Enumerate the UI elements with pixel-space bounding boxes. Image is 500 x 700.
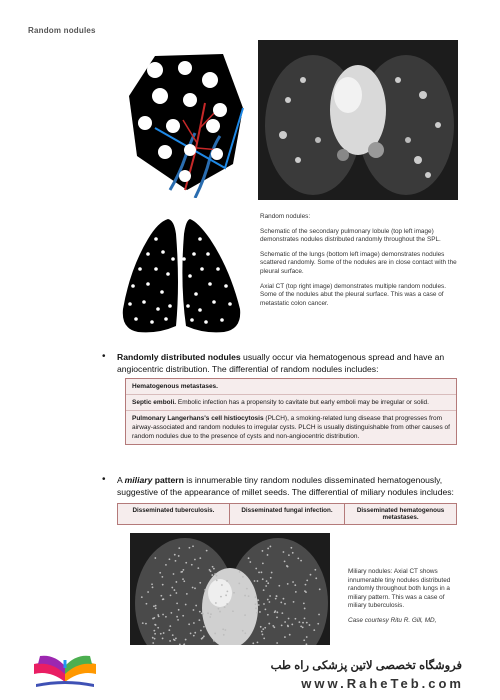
caption-paragraph-1: Schematic of the secondary pulmonary lobule (top left image) demonstrates nodules distributed randomly throughout the SPL. [260, 227, 441, 244]
miliary-speckle [226, 580, 228, 582]
miliary-speckle [303, 602, 305, 604]
miliary-speckle [256, 612, 258, 614]
caption-paragraph: Miliary nodules: Axial CT shows innumerable tiny nodules distributed randomly throughout both lungs in a miliary pattern. This was a case of miliary tuberculosis. [348, 568, 451, 610]
miliary-speckle [290, 547, 292, 549]
miliary-speckle [257, 599, 259, 601]
miliary-speckle [185, 604, 187, 606]
miliary-speckle [221, 584, 223, 586]
miliary-speckle [265, 608, 267, 610]
miliary-speckle [284, 560, 286, 562]
miliary-speckle [319, 588, 321, 590]
miliary-speckle [255, 596, 257, 598]
miliary-speckle [170, 595, 172, 597]
miliary-speckle [154, 557, 156, 559]
ct-random-nodules-image [258, 40, 458, 200]
miliary-speckle [284, 621, 286, 623]
miliary-speckle [233, 592, 235, 594]
miliary-speckle [220, 596, 222, 598]
miliary-speckle [182, 615, 184, 617]
miliary-speckle [257, 641, 259, 643]
miliary-speckle [178, 547, 180, 549]
differential-row [126, 395, 456, 411]
miliary-speckle [262, 563, 264, 565]
miliary-speckle [177, 619, 179, 621]
miliary-speckle [291, 624, 293, 626]
miliary-speckle [267, 599, 269, 601]
miliary-speckle [270, 577, 272, 579]
miliary-speckle [142, 622, 144, 624]
miliary-speckle [192, 587, 194, 589]
miliary-speckle [189, 547, 191, 549]
caption-paragraph-3: Axial CT (top right image) demonstrates multiple random nodules. Some of the nodules abut the pleural surface. This was a case of metastatic colon cancer. [260, 282, 447, 307]
random-nodules-differential-box [125, 378, 457, 445]
caption-miliary-nodules [348, 568, 460, 632]
miliary-speckle [300, 625, 302, 627]
miliary-speckle [259, 611, 261, 613]
miliary-speckle [276, 642, 278, 644]
miliary-speckle [280, 602, 282, 604]
miliary-speckle [309, 624, 311, 626]
miliary-speckle [155, 605, 157, 607]
miliary-speckle [305, 591, 307, 593]
miliary-speckle [238, 583, 240, 585]
miliary-speckle [159, 572, 161, 574]
miliary-speckle [154, 633, 156, 635]
miliary-speckle [216, 579, 218, 581]
miliary-speckle [263, 603, 265, 605]
miliary-speckle [252, 642, 254, 644]
miliary-speckle [226, 590, 228, 592]
miliary-speckle [161, 576, 163, 578]
miliary-speckle [260, 626, 262, 628]
miliary-speckle [207, 612, 209, 614]
miliary-speckle [281, 625, 283, 627]
miliary-speckle [190, 633, 192, 635]
miliary-speckle [204, 589, 206, 591]
miliary-speckle [262, 628, 264, 630]
miliary-speckle [173, 573, 175, 575]
miliary-speckle [272, 625, 274, 627]
miliary-speckle [224, 606, 226, 608]
miliary-speckle [180, 571, 182, 573]
miliary-speckle [248, 557, 250, 559]
miliary-speckle [160, 595, 162, 597]
miliary-speckle [232, 610, 234, 612]
miliary-speckle [274, 611, 276, 613]
miliary-speckle [173, 639, 175, 641]
miliary-speckle [262, 550, 264, 552]
miliary-speckle [222, 628, 224, 630]
miliary-speckle [175, 581, 177, 583]
miliary-speckle [254, 580, 256, 582]
differential-row [126, 411, 456, 444]
miliary-speckle [182, 578, 184, 580]
miliary-speckle [162, 584, 164, 586]
miliary-speckle [218, 608, 220, 610]
miliary-speckle [192, 545, 194, 547]
miliary-speckle [170, 612, 172, 614]
miliary-speckle [306, 579, 308, 581]
differential-text: (PLCH), a smoking-related lung disease that progresses from airway-associated and random nodules to irregular cysts. PLCH is usually distinguishable from other causes of random nodules due to the presence of cysts and non-angiocentric distribution. [132, 415, 450, 440]
miliary-speckle [199, 557, 201, 559]
miliary-speckle [211, 574, 213, 576]
miliary-speckle [155, 607, 157, 609]
miliary-speckle [152, 618, 154, 620]
miliary-speckle [263, 589, 265, 591]
miliary-speckle [265, 585, 267, 587]
miliary-speckle [288, 554, 290, 556]
miliary-speckle [165, 616, 167, 618]
bullet-text: A [117, 475, 125, 485]
miliary-speckle [215, 602, 217, 604]
miliary-speckle [194, 559, 196, 561]
miliary-ct-graphic [130, 533, 330, 648]
differential-text: Embolic infection has a propensity to cavitate but early emboli may be irregular or solid. [176, 399, 429, 406]
miliary-speckle [175, 592, 177, 594]
miliary-speckle [162, 614, 164, 616]
miliary-speckle [269, 546, 271, 548]
miliary-speckle [160, 633, 162, 635]
miliary-speckle [169, 640, 171, 642]
miliary-speckle [261, 571, 263, 573]
differential-term: Hematogenous metastases. [132, 383, 218, 390]
miliary-speckle [318, 614, 320, 616]
miliary-speckle [255, 603, 257, 605]
miliary-speckle [268, 623, 270, 625]
differential-term: Septic emboli. [132, 399, 177, 406]
miliary-speckle [298, 621, 300, 623]
miliary-speckle [182, 569, 184, 571]
miliary-speckle [303, 639, 305, 641]
miliary-speckle [152, 642, 154, 644]
miliary-speckle [304, 608, 306, 610]
miliary-speckle [300, 560, 302, 562]
miliary-speckle [183, 580, 185, 582]
miliary-speckle [295, 618, 297, 620]
spl-schematic-image [125, 48, 250, 198]
bullet-miliary-pattern [117, 474, 462, 498]
miliary-speckle [249, 561, 251, 563]
miliary-speckle [213, 568, 215, 570]
miliary-speckle [273, 626, 275, 628]
miliary-speckle [306, 622, 308, 624]
miliary-speckle [264, 627, 266, 629]
miliary-speckle [269, 601, 271, 603]
miliary-speckle [199, 611, 201, 613]
miliary-speckle [209, 616, 211, 618]
bullet-text: usually occur via hematogenous spread and have an angiocentric distribution. The differential of random nodules includes: [117, 352, 445, 374]
miliary-speckle [283, 598, 285, 600]
miliary-speckle [206, 550, 208, 552]
miliary-speckle [258, 572, 260, 574]
miliary-speckle [276, 611, 278, 613]
miliary-speckle [153, 605, 155, 607]
miliary-speckle [202, 637, 204, 639]
miliary-speckle [278, 585, 280, 587]
miliary-speckle [255, 568, 257, 570]
miliary-speckle [169, 625, 171, 627]
miliary-speckle [242, 576, 244, 578]
miliary-speckle [194, 632, 196, 634]
miliary-speckle [201, 612, 203, 614]
miliary-speckle [302, 627, 304, 629]
miliary-speckle [283, 551, 285, 553]
miliary-speckle [194, 587, 196, 589]
miliary-speckle [176, 616, 178, 618]
miliary-speckle [223, 634, 225, 636]
miliary-speckle [155, 624, 157, 626]
miliary-speckle [172, 634, 174, 636]
miliary-speckle [262, 578, 264, 580]
book-logo-icon [30, 652, 100, 692]
miliary-speckle [157, 627, 159, 629]
miliary-speckle [193, 609, 195, 611]
miliary-speckle [209, 569, 211, 571]
miliary-speckle [275, 598, 277, 600]
miliary-speckle [269, 595, 271, 597]
footer-url[interactable]: www.RaheTeb.com [301, 676, 464, 691]
miliary-speckle [154, 638, 156, 640]
miliary-speckle [168, 629, 170, 631]
miliary-speckle [151, 583, 153, 585]
miliary-speckle [242, 630, 244, 632]
miliary-speckle [188, 623, 190, 625]
miliary-speckle [169, 558, 171, 560]
caption-credit: Case courtesy Ritu R. Gill, MD, [348, 616, 437, 624]
miliary-speckle [214, 633, 216, 635]
miliary-speckle [244, 595, 246, 597]
miliary-speckle [244, 632, 246, 634]
miliary-speckle [214, 573, 216, 575]
miliary-speckle [178, 555, 180, 557]
miliary-speckle [244, 614, 246, 616]
bullet-marker: • [102, 474, 106, 485]
bullet-random-nodules [117, 351, 462, 375]
differential-row [126, 379, 456, 395]
miliary-speckle [288, 618, 290, 620]
miliary-speckle [219, 611, 221, 613]
miliary-speckle [153, 630, 155, 632]
miliary-speckle [145, 623, 147, 625]
miliary-speckle [292, 581, 294, 583]
miliary-speckle [267, 614, 269, 616]
miliary-speckle [255, 607, 257, 609]
miliary-speckle [210, 613, 212, 615]
miliary-speckle [263, 637, 265, 639]
differential-term: Pulmonary Langerhans's cell histiocytosis [132, 415, 264, 422]
miliary-speckle [165, 564, 167, 566]
miliary-speckle [293, 601, 295, 603]
miliary-speckle [297, 557, 299, 559]
bullet-text: is innumerable tiny random nodules disseminated hematogenously, suggestive of the appearance of millet seeds. The differential of miliary nodules includes: [117, 475, 454, 497]
miliary-speckle [175, 560, 177, 562]
miliary-speckle [185, 562, 187, 564]
miliary-speckle [212, 566, 214, 568]
miliary-speckle [306, 636, 308, 638]
miliary-speckle [258, 604, 260, 606]
miliary-speckle [175, 637, 177, 639]
miliary-speckle [147, 591, 149, 593]
caption-random-nodules [260, 213, 460, 314]
miliary-speckle [141, 596, 143, 598]
miliary-differential-table [117, 503, 457, 525]
miliary-speckle [261, 631, 263, 633]
miliary-speckle [199, 582, 201, 584]
miliary-speckle [246, 588, 248, 590]
ct-miliary-nodules-image [130, 533, 330, 648]
miliary-speckle [152, 586, 154, 588]
miliary-differential-cell: Disseminated tuberculosis. [118, 504, 230, 525]
miliary-speckle [313, 629, 315, 631]
miliary-speckle [295, 591, 297, 593]
caption-paragraph-2: Schematic of the lungs (bottom left image) demonstrates nodules scattered randomly. Some of the nodules are in close contact with the pleural surface. [260, 250, 457, 275]
miliary-speckle [193, 622, 195, 624]
miliary-speckle [302, 622, 304, 624]
miliary-speckle [171, 587, 173, 589]
caption-title: Random nodules: [260, 213, 311, 220]
miliary-speckle [195, 605, 197, 607]
miliary-speckle [193, 635, 195, 637]
miliary-speckle [226, 603, 228, 605]
bullet-bold-term: Randomly distributed nodules [117, 352, 241, 362]
miliary-speckle [276, 616, 278, 618]
miliary-speckle [248, 595, 250, 597]
miliary-speckle [281, 612, 283, 614]
miliary-speckle [203, 635, 205, 637]
miliary-speckle [271, 572, 273, 574]
miliary-speckle [267, 548, 269, 550]
miliary-speckle [158, 616, 160, 618]
miliary-speckle [163, 632, 165, 634]
miliary-speckle [267, 554, 269, 556]
miliary-differential-cell: Disseminated hematogenous metastases. [345, 504, 457, 525]
footer-brand-text: فروشگاه تخصصی لاتین پزشکی راه طب [270, 660, 462, 672]
bullet-emphasis: miliary [124, 475, 153, 485]
miliary-speckle [174, 589, 176, 591]
miliary-speckle [314, 569, 316, 571]
miliary-speckle [284, 603, 286, 605]
miliary-speckle [176, 602, 178, 604]
bullet-bold-term: pattern [152, 475, 184, 485]
miliary-speckle [287, 625, 289, 627]
miliary-speckle [146, 603, 148, 605]
miliary-speckle [186, 593, 188, 595]
miliary-speckle [163, 598, 165, 600]
miliary-speckle [284, 636, 286, 638]
miliary-speckle [213, 640, 215, 642]
miliary-speckle [286, 565, 288, 567]
miliary-speckle [266, 580, 268, 582]
miliary-speckle [224, 629, 226, 631]
miliary-speckle [305, 584, 307, 586]
miliary-speckle [294, 584, 296, 586]
miliary-speckle [200, 630, 202, 632]
miliary-speckle [315, 577, 317, 579]
miliary-speckle [197, 567, 199, 569]
miliary-speckle [262, 634, 264, 636]
miliary-speckle [257, 580, 259, 582]
miliary-speckle [310, 574, 312, 576]
miliary-speckle [304, 617, 306, 619]
miliary-speckle [185, 639, 187, 641]
miliary-speckle [203, 626, 205, 628]
miliary-speckle [292, 552, 294, 554]
miliary-speckle [225, 594, 227, 596]
miliary-differential-cell: Disseminated fungal infection. [229, 504, 344, 525]
miliary-speckle [216, 575, 218, 577]
miliary-speckle [191, 564, 193, 566]
miliary-speckle [317, 623, 319, 625]
miliary-speckle [178, 609, 180, 611]
miliary-speckle [287, 583, 289, 585]
miliary-speckle [162, 638, 164, 640]
page-header: Random nodules [28, 26, 96, 35]
bullet-marker: • [102, 351, 106, 362]
miliary-speckle [267, 582, 269, 584]
miliary-speckle [276, 595, 278, 597]
miliary-speckle [289, 634, 291, 636]
miliary-speckle [198, 619, 200, 621]
miliary-speckle [239, 571, 241, 573]
miliary-speckle [174, 554, 176, 556]
lungs-schematic-image [118, 214, 248, 339]
miliary-speckle [152, 637, 154, 639]
